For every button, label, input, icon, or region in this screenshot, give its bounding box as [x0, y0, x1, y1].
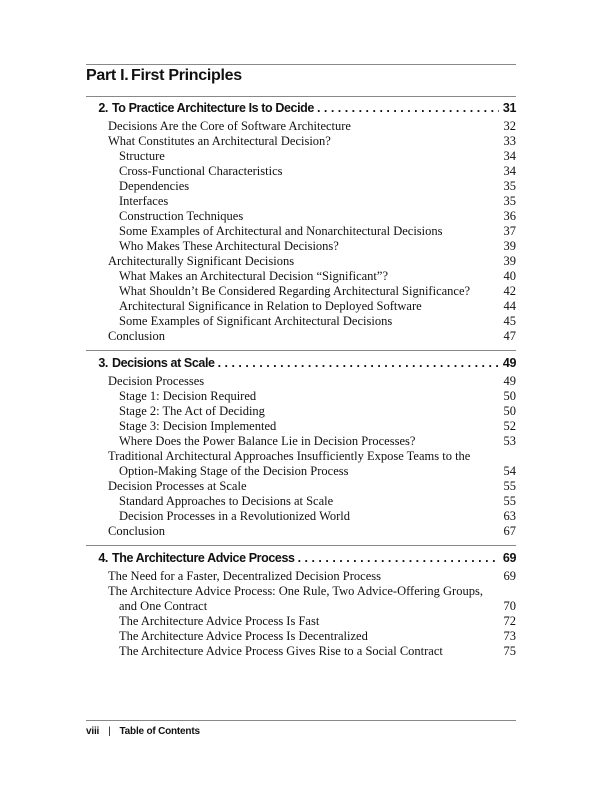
page-footer [86, 726, 200, 737]
entry-title: The Architecture Advice Process Gives Rise to a Social Contract [119, 644, 443, 658]
entry-title: The Architecture Advice Process Is Fast [119, 614, 320, 628]
entry-page: 33 [503, 134, 516, 148]
entry-page: 39 [503, 239, 516, 253]
toc-subsection-entry[interactable] [86, 299, 516, 314]
entry-page: 34 [503, 164, 516, 178]
entry-page: 55 [503, 494, 516, 508]
entry-page: 75 [503, 644, 516, 658]
toc-entry-list [86, 569, 516, 659]
entry-title: Decision Processes [108, 374, 205, 388]
chapter-title: Decisions at Scale [112, 356, 215, 370]
entry-page: 67 [503, 524, 516, 538]
entry-page: 50 [503, 389, 516, 403]
entry-page: 72 [503, 614, 516, 628]
toc-subsection-entry[interactable] [86, 149, 516, 164]
toc-subsection-entry[interactable] [86, 284, 516, 299]
entry-title: What Makes an Architectural Decision “Significant”? [119, 269, 388, 283]
chapter-title: The Architecture Advice Process [112, 551, 295, 565]
entry-title: The Need for a Faster, Decentralized Decision Process [108, 569, 381, 583]
entry-title: Stage 2: The Act of Deciding [119, 404, 265, 418]
entry-page: 44 [503, 299, 516, 313]
entry-title: Stage 1: Decision Required [119, 389, 257, 403]
dot-leader [317, 101, 499, 115]
chapter-number: 4. [98, 551, 108, 565]
footer-section-title: Table of Contents [119, 726, 200, 737]
toc-subsection-entry[interactable] [86, 389, 516, 404]
toc-subsection-entry[interactable] [86, 164, 516, 179]
entry-title: Decision Processes in a Revolutionized World [119, 509, 351, 523]
toc-subsection-entry[interactable] [86, 494, 516, 509]
part-number: Part I. [86, 67, 129, 84]
entry-page: 42 [503, 284, 516, 298]
entry-title: Cross-Functional Characteristics [119, 164, 283, 178]
toc-entry-list [86, 374, 516, 539]
chapter-number: 2. [98, 101, 108, 115]
part-top-rule [86, 64, 516, 65]
part-title: First Principles [131, 67, 242, 84]
toc-section-entry[interactable] [86, 134, 516, 149]
entry-title: Decision Processes at Scale [108, 479, 247, 493]
entry-page: 34 [503, 149, 516, 163]
entry-page: 52 [503, 419, 516, 433]
dot-leader [298, 551, 499, 565]
toc-subsection-entry[interactable] [86, 194, 516, 209]
entry-title: The Architecture Advice Process: One Rule, Two Advice-Offering Groups, and One Contract [86, 584, 500, 614]
entry-title: The Architecture Advice Process Is Decentralized [119, 629, 368, 643]
toc-subsection-entry[interactable] [86, 644, 516, 659]
chapter-title: To Practice Architecture Is to Decide [112, 101, 314, 115]
entry-title: Conclusion [108, 524, 165, 538]
chapter-3 [86, 356, 516, 539]
entry-page: 73 [503, 629, 516, 643]
entry-page: 63 [503, 509, 516, 523]
chapter-rule [86, 545, 516, 546]
toc-subsection-entry[interactable] [86, 314, 516, 329]
entry-page: 50 [503, 404, 516, 418]
chapter-rule [86, 350, 516, 351]
chapter-page: 69 [502, 551, 516, 565]
entry-title: Architectural Significance in Relation to Deployed Software [119, 299, 422, 313]
entry-title-continuation: Option-Making Stage of the Decision Process [119, 464, 349, 478]
entry-page: 45 [503, 314, 516, 328]
toc-section-entry[interactable] [86, 329, 516, 344]
footer-separator: | [108, 726, 111, 737]
entry-page: 39 [503, 254, 516, 268]
part-heading [86, 67, 242, 85]
entry-title: Some Examples of Architectural and Nonarchitectural Decisions [119, 224, 443, 238]
toc-section-entry[interactable] [86, 449, 516, 479]
entry-page: 55 [503, 479, 516, 493]
chapter-page: 31 [502, 101, 516, 115]
toc-section-entry[interactable] [86, 479, 516, 494]
toc-subsection-entry[interactable] [86, 614, 516, 629]
entry-page: 37 [503, 224, 516, 238]
chapter-4 [86, 551, 516, 659]
toc-subsection-entry[interactable] [86, 419, 516, 434]
entry-title: What Shouldn’t Be Considered Regarding Architectural Significance? [119, 284, 471, 298]
toc-section-entry[interactable] [86, 254, 516, 269]
entry-title: Conclusion [108, 329, 165, 343]
entry-title-continuation: and One Contract [119, 599, 208, 613]
entry-page: 70 [503, 599, 516, 613]
entry-page: 49 [503, 374, 516, 388]
chapter-heading[interactable] [86, 356, 516, 374]
entry-title: Interfaces [119, 194, 169, 208]
toc-subsection-entry[interactable] [86, 209, 516, 224]
dot-leader [218, 356, 499, 370]
entry-page: 69 [503, 569, 516, 583]
entry-title: Standard Approaches to Decisions at Scale [119, 494, 334, 508]
toc-subsection-entry[interactable] [86, 404, 516, 419]
chapter-number: 3. [98, 356, 108, 370]
footer-page-number: viii [86, 726, 100, 737]
toc-subsection-entry[interactable] [86, 239, 516, 254]
entry-title: Some Examples of Significant Architectural Decisions [119, 314, 393, 328]
chapter-page: 49 [502, 356, 516, 370]
toc-subsection-entry[interactable] [86, 509, 516, 524]
entry-title: Stage 3: Decision Implemented [119, 419, 277, 433]
chapter-2 [86, 101, 516, 344]
entry-title: Construction Techniques [119, 209, 244, 223]
entry-title: Who Makes These Architectural Decisions? [119, 239, 339, 253]
entry-title: Where Does the Power Balance Lie in Decision Processes? [119, 434, 416, 448]
toc-section-entry[interactable] [86, 119, 516, 134]
chapter-heading[interactable] [86, 551, 516, 569]
entry-page: 53 [503, 434, 516, 448]
toc-section-entry[interactable] [86, 524, 516, 539]
entry-page: 35 [503, 179, 516, 193]
chapter-heading[interactable] [86, 101, 516, 119]
entry-title: Structure [119, 149, 165, 163]
entry-title: Traditional Architectural Approaches Insufficiently Expose Teams to the Option-Making Stage of the Decision Process [86, 449, 500, 479]
entry-title: What Constitutes an Architectural Decision? [108, 134, 331, 148]
entry-page: 36 [503, 209, 516, 223]
toc-subsection-entry[interactable] [86, 179, 516, 194]
entry-title: Decisions Are the Core of Software Architecture [108, 119, 351, 133]
toc-section-entry[interactable] [86, 584, 516, 614]
entry-title: Architecturally Significant Decisions [108, 254, 295, 268]
toc-section-entry[interactable] [86, 374, 516, 389]
entry-page: 35 [503, 194, 516, 208]
toc-subsection-entry[interactable] [86, 629, 516, 644]
entry-page: 54 [503, 464, 516, 478]
entry-page: 40 [503, 269, 516, 283]
toc-subsection-entry[interactable] [86, 434, 516, 449]
toc-subsection-entry[interactable] [86, 224, 516, 239]
entry-page: 32 [503, 119, 516, 133]
toc-entry-list [86, 119, 516, 344]
toc-section-entry[interactable] [86, 569, 516, 584]
entry-title: Dependencies [119, 179, 190, 193]
toc-subsection-entry[interactable] [86, 269, 516, 284]
footer-rule [86, 720, 516, 721]
chapter-rule [86, 96, 516, 97]
entry-page: 47 [503, 329, 516, 343]
